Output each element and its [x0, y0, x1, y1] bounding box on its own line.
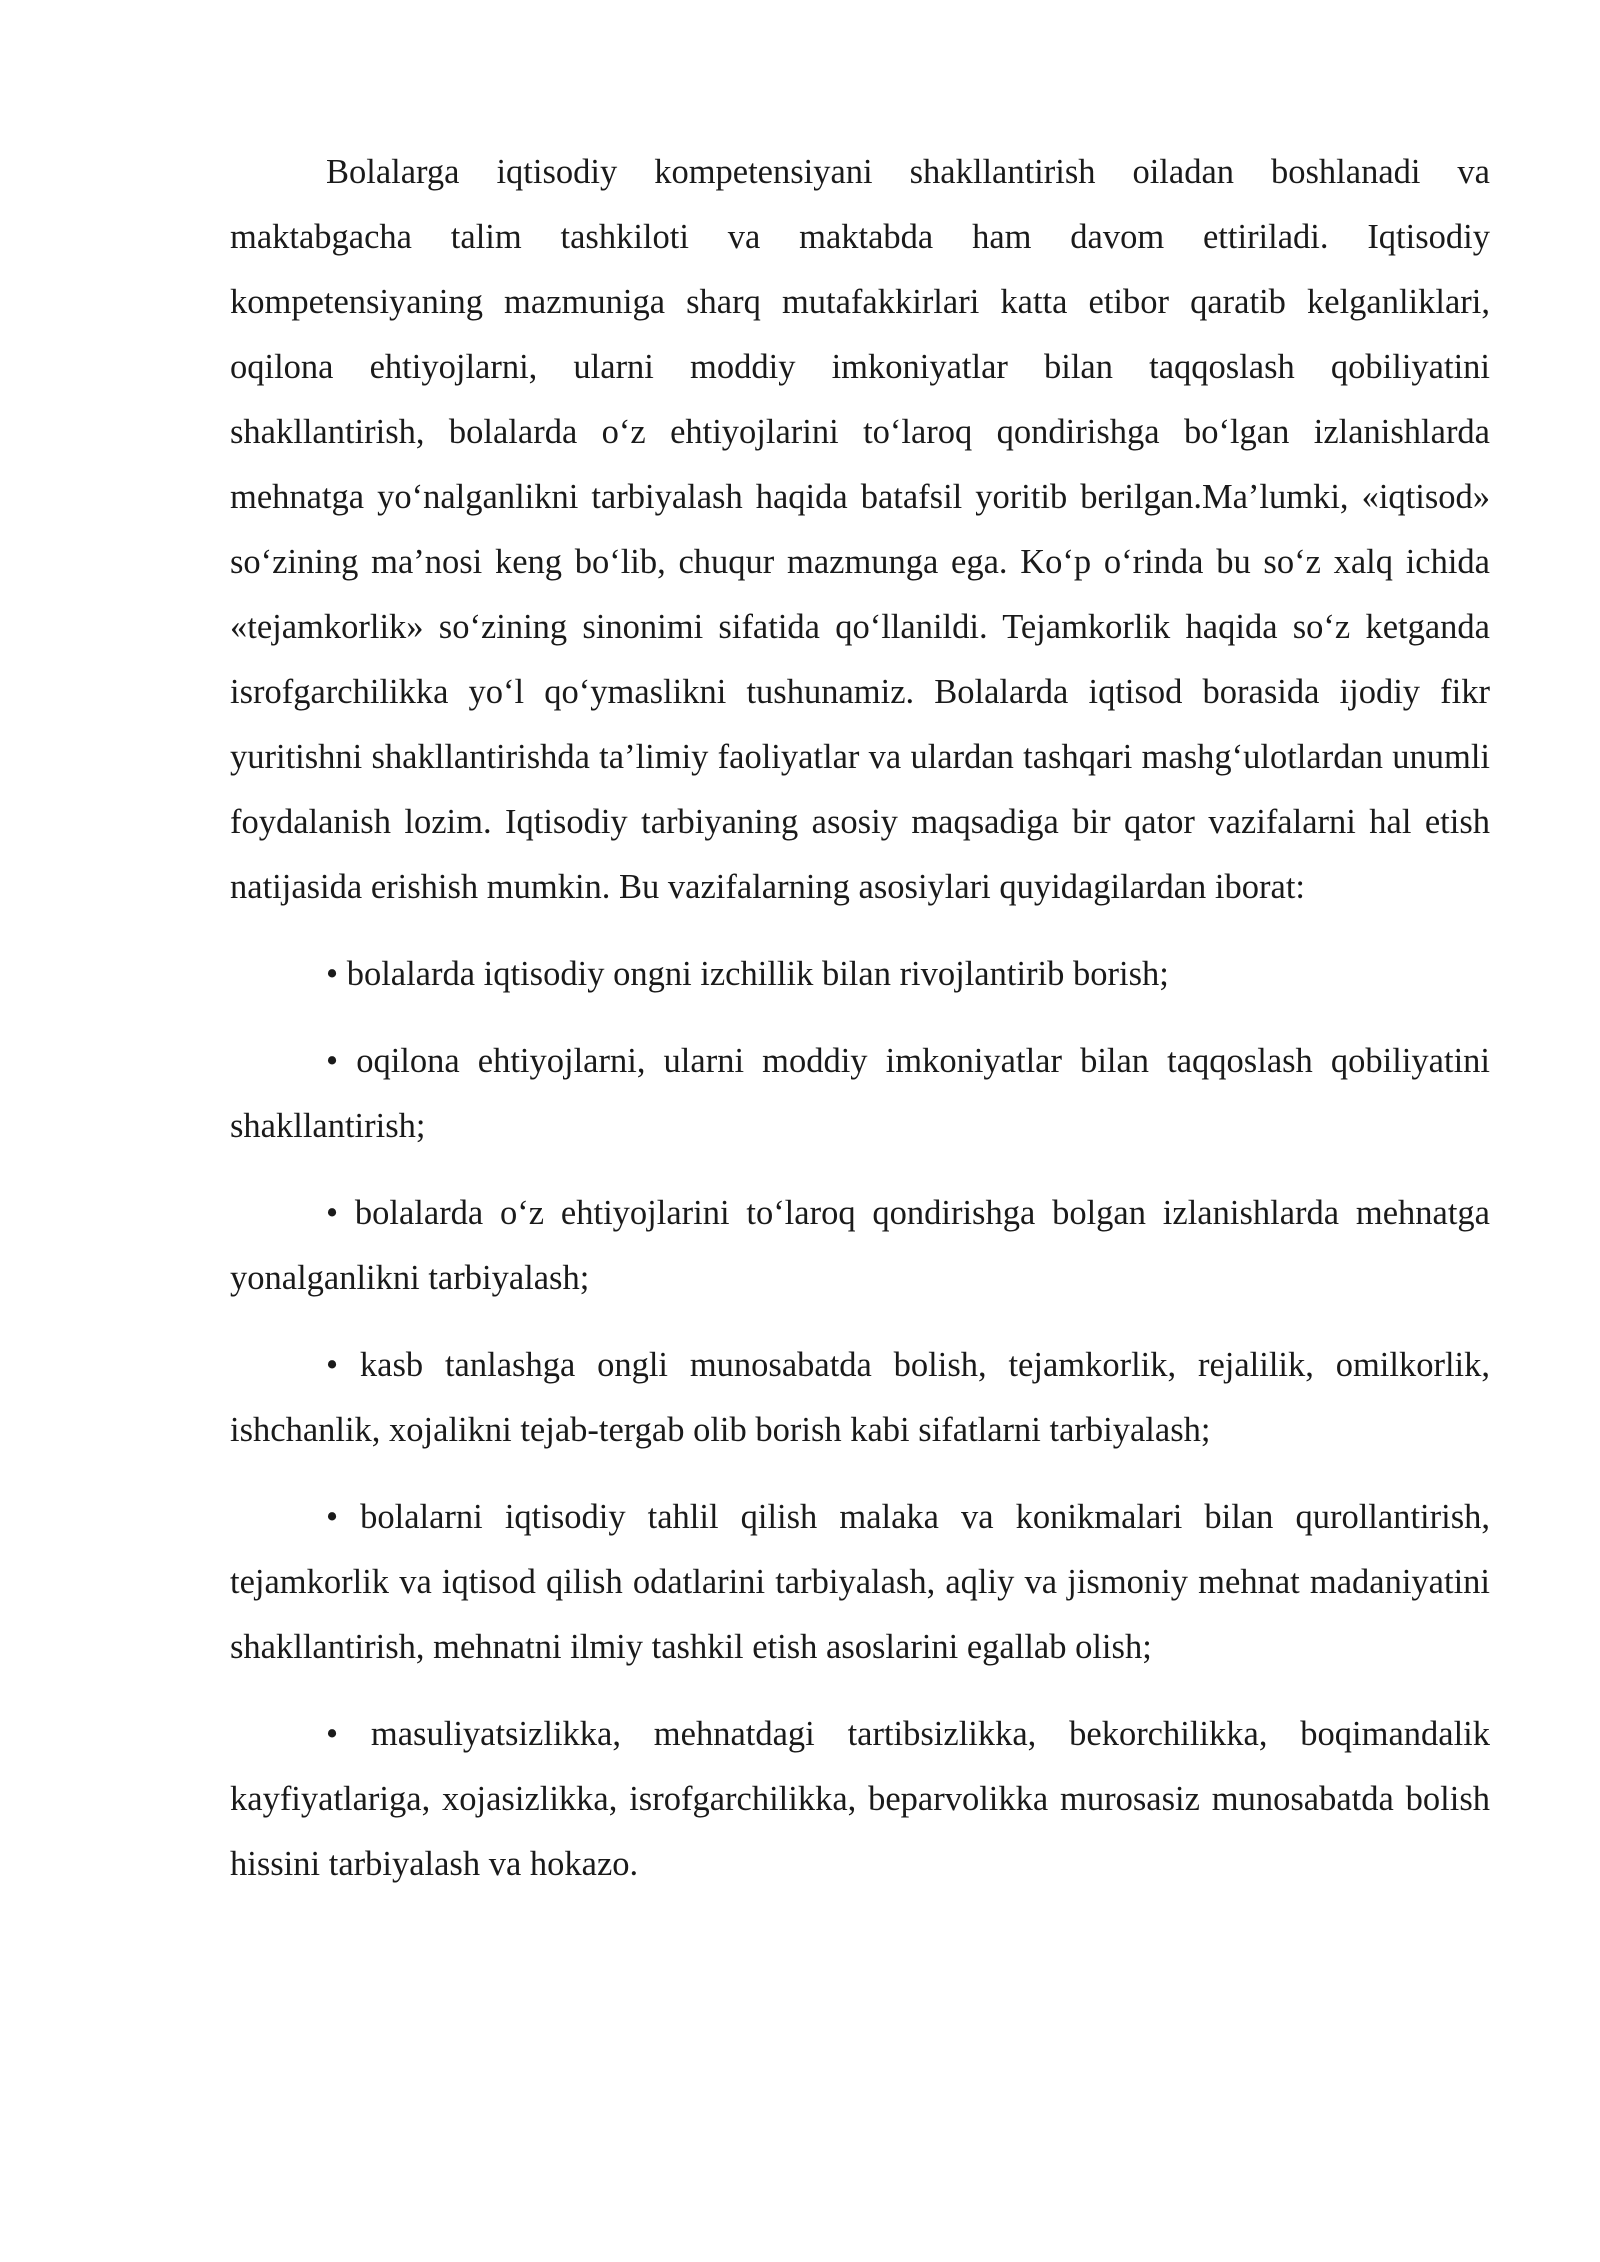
bullet-item: • bolalarni iqtisodiy tahlil qilish malaka va konikmalari bilan qurollantirish, tejamkorlik va iqtisod qilish odatlarini tarbiyalash, aqliy va jismoniy mehnat madaniyatini shakllantirish, mehnatni ilmiy tashkil etish asoslarini egallab olish; — [230, 1498, 1490, 1666]
bullet-item: • oqilona ehtiyojlarni, ularni moddiy imkoniyatlar bilan taqqoslash qobiliyatini shakllantirish; — [230, 1042, 1490, 1145]
document-body — [230, 140, 1490, 1897]
bullet-item: • bolalarda iqtisodiy ongni izchillik bilan rivojlantirib borish; — [326, 955, 1169, 993]
bullet-item: • bolalarda o‘z ehtiyojlarini to‘laroq qondirishga bolgan izlanishlarda mehnatga yonalganlikni tarbiyalash; — [230, 1194, 1490, 1297]
bullet-item: • kasb tanlashga ongli munosabatda bolish, tejamkorlik, rejalilik, omilkorlik, ishchanlik, xojalikni tejab-tergab olib borish kabi sifatlarni tarbiyalash; — [230, 1346, 1490, 1449]
bullet-item: • masuliyatsizlikka, mehnatdagi tartibsizlikka, bekorchilikka, boqimandalik kayfiyatlariga, xojasizlikka, isrofgarchilikka, beparvolikka murosasiz munosabatda bolish hissini tarbiyalash va hokazo. — [230, 1715, 1490, 1883]
main-paragraph: Bolalarga iqtisodiy kompetensiyani shakllantirish oiladan boshlanadi va maktabgacha talim tashkiloti va maktabda ham davom ettiriladi. Iqtisodiy kompetensiyaning mazmuniga sharq mutafakkirlari katta etibor qaratib kelganliklari, oqilona ehtiyojlarni, ularni moddiy imkoniyatlar bilan taqqoslash qobiliyatini shakllantirish, bolalarda o‘z ehtiyojlarini to‘laroq qondirishga bo‘lgan izlanishlarda mehnatga yo‘nalganlikni tarbiyalash haqida batafsil yoritib berilgan.Ma’lumki, «iqtisod» so‘zining ma’nosi keng bo‘lib, chuqur mazmunga ega. Ko‘p o‘rinda bu so‘z xalq ichida «tejamkorlik» so‘zining sinonimi sifatida qo‘llanildi. Tejamkorlik haqida so‘z ketganda isrofgarchilikka yo‘l qo‘ymaslikni tushunamiz. Bolalarda iqtisod borasida ijodiy fikr yuritishni shakllantirishda ta’limiy faoliyatlar va ulardan tashqari mashg‘ulotlardan unumli foydalanish lozim. Iqtisodiy tarbiyaning asosiy maqsadiga bir qator vazifalarni hal etish natijasida erishish mumkin. Bu vazifalarning asosiylari quyidagilardan iborat: — [230, 153, 1490, 906]
